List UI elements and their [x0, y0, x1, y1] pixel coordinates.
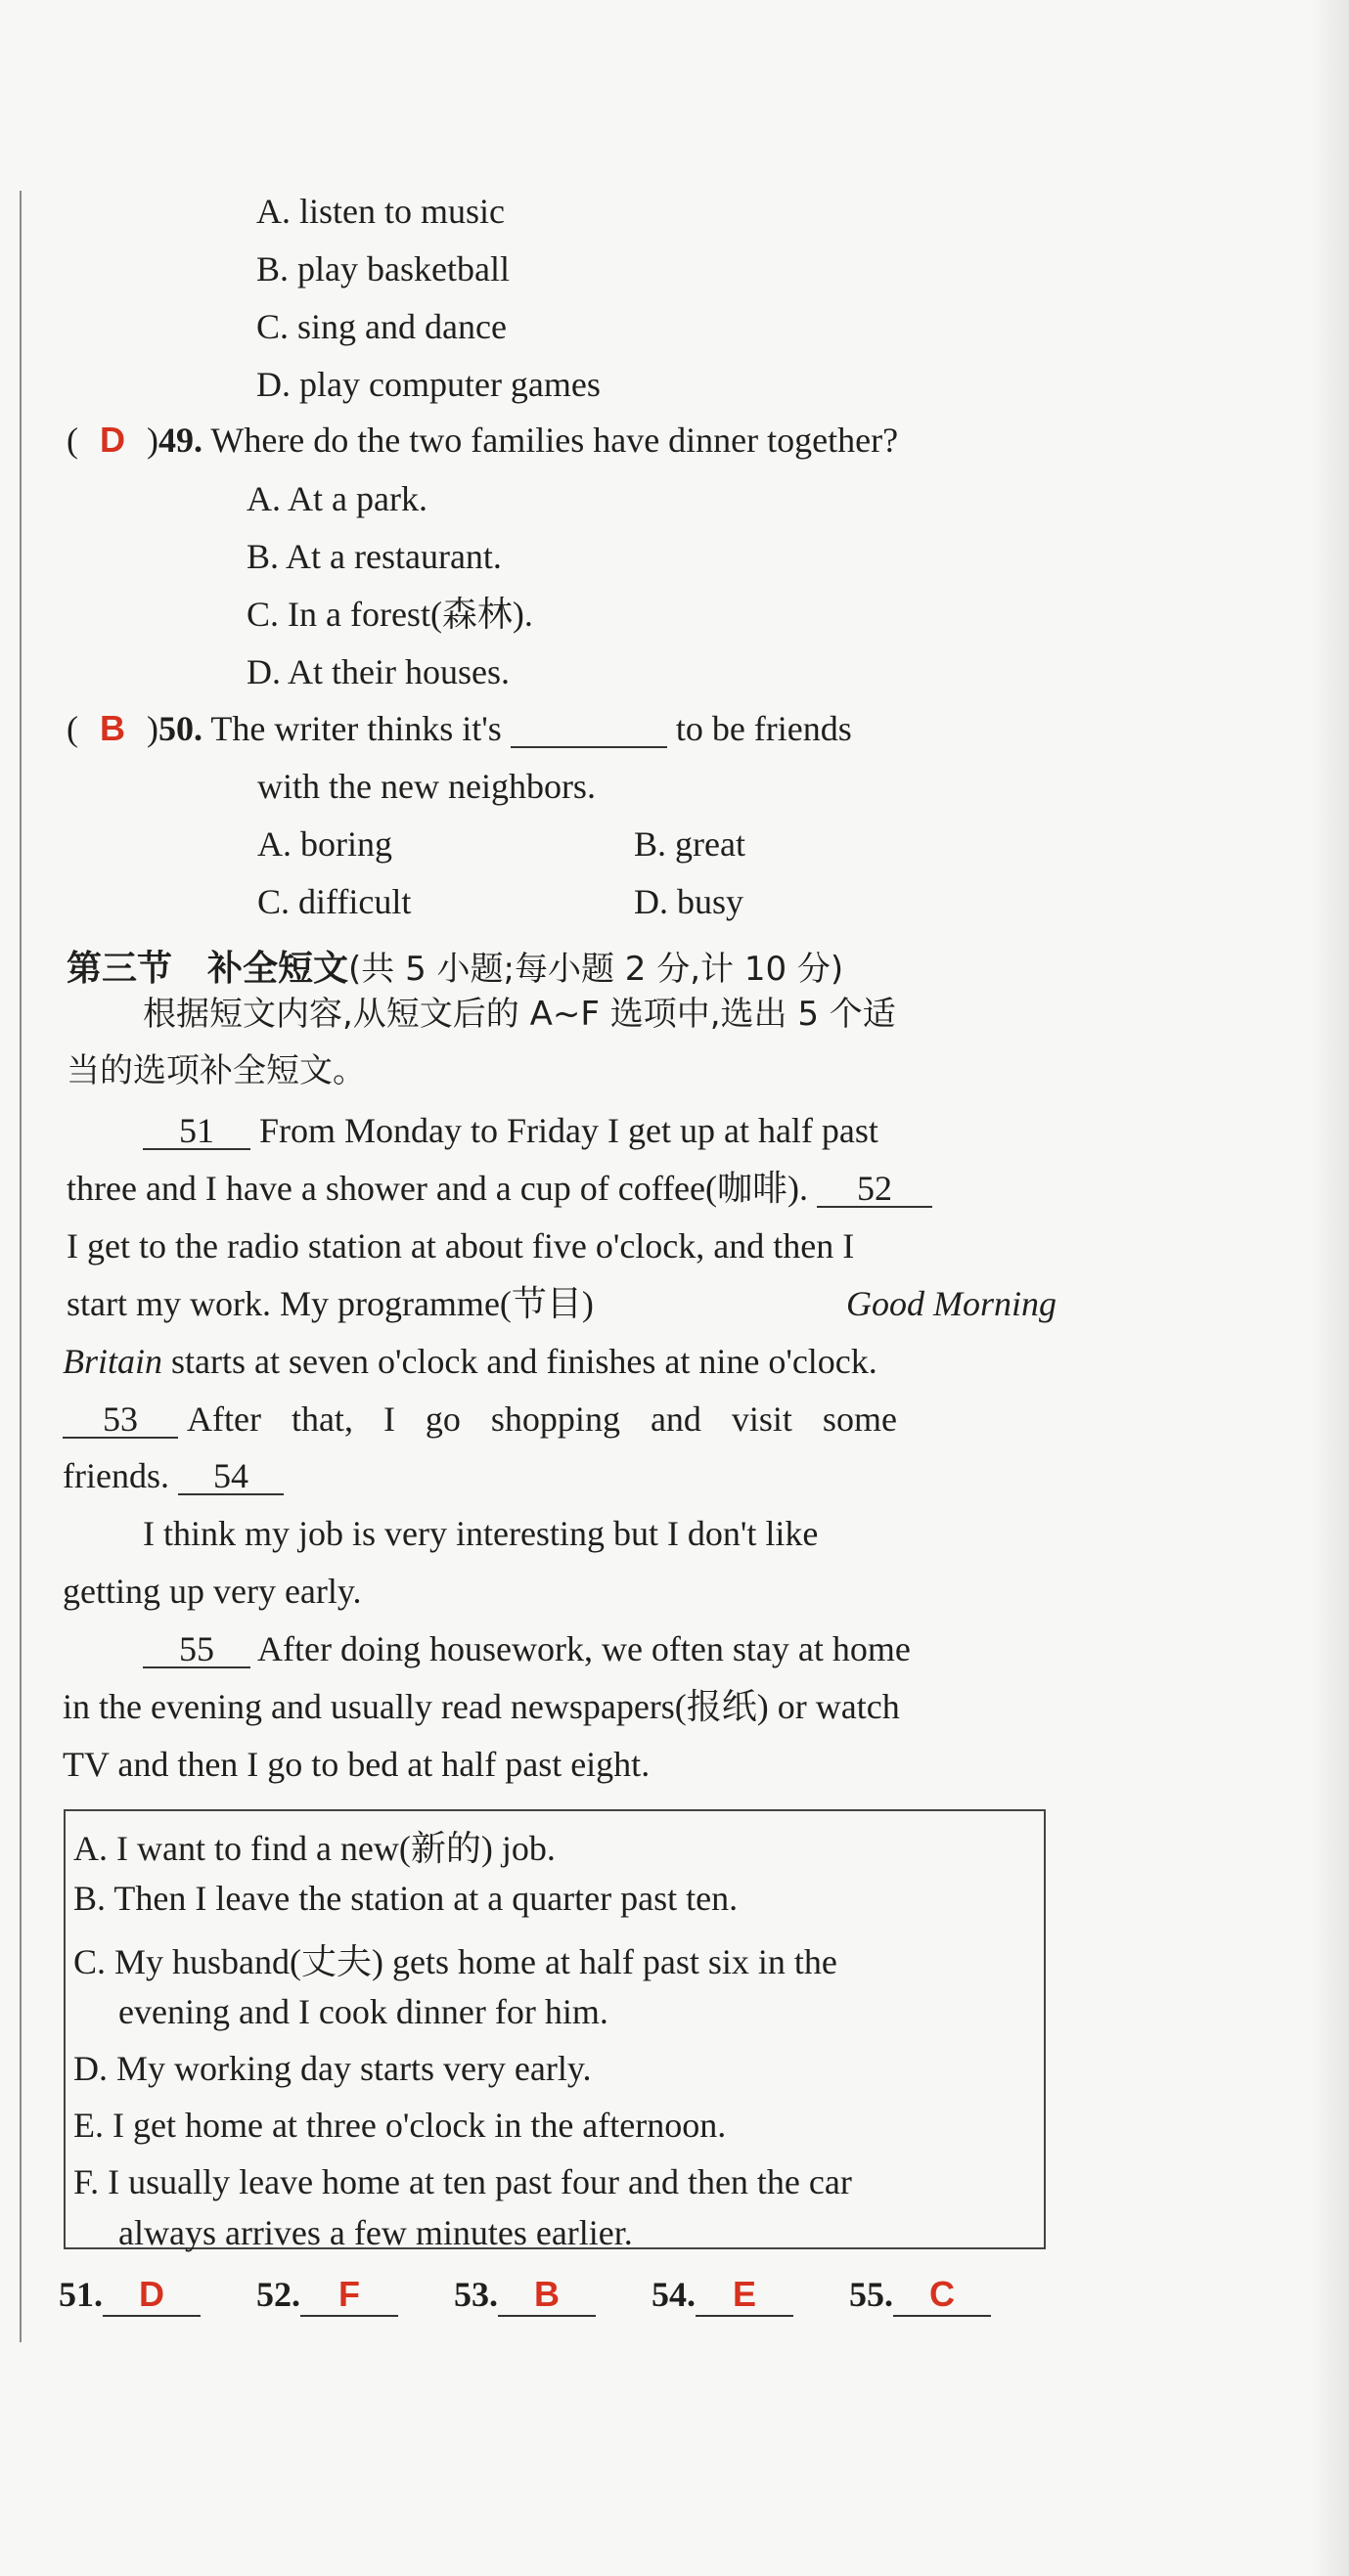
question-50: ( B )50. The writer thinks it's to be friends: [67, 708, 852, 748]
choice-c: C. My husband(丈夫) gets home at half past six in the: [73, 1942, 837, 1981]
passage-line-6: [63, 1401, 897, 1439]
passage-line-1: [143, 1113, 878, 1150]
passage-text: starts at seven o'clock and finishes at nine o'clock.: [171, 1342, 877, 1381]
question-number: 49.: [158, 421, 202, 460]
answer-52: 52. F: [256, 2274, 398, 2317]
instruction-line-2: 当的选项补全短文。: [67, 1051, 366, 1090]
question-number: 50.: [158, 709, 202, 748]
answer-50: B: [100, 708, 125, 748]
choice-f: F. I usually leave home at ten past four and then the car: [73, 2162, 852, 2201]
blank-53: 53: [63, 1401, 178, 1439]
answer-49: D: [100, 420, 125, 460]
q50-line2: with the new neighbors.: [257, 767, 596, 806]
passage-line-4: [67, 1286, 1057, 1321]
passage-text: After doing housework, we often stay at home: [257, 1629, 911, 1668]
blank-52: 52: [817, 1171, 932, 1208]
choice-d: D. My working day starts very early.: [73, 2049, 592, 2088]
blank-55: 55: [143, 1631, 250, 1668]
question-text-cont: to be friends: [675, 709, 852, 748]
choice-b: B. Then I leave the station at a quarter past ten.: [73, 1879, 739, 1918]
passage-line-9: getting up very early.: [63, 1572, 362, 1611]
passage-text: From Monday to Friday I get up at half past: [259, 1111, 878, 1150]
passage-line-12: TV and then I go to bed at half past eight.: [63, 1745, 651, 1784]
choices-box: [64, 1809, 1046, 2252]
margin-line: [20, 191, 22, 2342]
answer-55: 55. C: [849, 2274, 991, 2317]
blank-54: 54: [178, 1458, 284, 1495]
passage-line-5: [63, 1344, 877, 1379]
q50-option-b: B. great: [634, 824, 745, 864]
choice-a: A. I want to find a new(新的) job.: [73, 1829, 556, 1868]
q49-option-d: D. At their houses.: [247, 652, 510, 691]
programme-title: Britain: [63, 1342, 163, 1381]
answer-51: 51. D: [59, 2274, 201, 2317]
q50-option-d: D. busy: [634, 882, 744, 921]
passage-line-2: [67, 1171, 932, 1208]
question-text: The writer thinks it's: [210, 709, 502, 748]
answer-53: 53. B: [454, 2274, 596, 2317]
answer-blank: [511, 711, 667, 748]
passage-text: three and I have a shower and a cup of coffee(咖啡).: [67, 1169, 808, 1208]
q48-option-c: C. sing and dance: [256, 307, 507, 346]
q49-option-c: C. In a forest(森林).: [247, 595, 533, 634]
section-title: 第三节 补全短文: [67, 949, 349, 989]
passage-text: After that, I go shopping and visit some: [187, 1399, 897, 1439]
passage-line-8: I think my job is very interesting but I don't like: [143, 1514, 819, 1553]
question-49: ( D )49. Where do the two families have dinner together?: [67, 420, 899, 460]
passage-text: start my work. My programme(节目): [67, 1284, 594, 1323]
q48-option-b: B. play basketball: [256, 249, 510, 289]
passage-line-7: [63, 1458, 284, 1495]
question-text: Where do the two families have dinner together?: [210, 421, 899, 460]
passage-text: friends.: [63, 1456, 169, 1495]
page-edge-shadow: [1310, 0, 1349, 2576]
passage-line-3: I get to the radio station at about five o'clock, and then I: [67, 1226, 855, 1266]
section-heading: [67, 941, 843, 991]
q49-option-a: A. At a park.: [247, 479, 427, 518]
q50-option-c: C. difficult: [257, 882, 412, 921]
blank-51: 51: [143, 1113, 250, 1150]
programme-title: Good Morning: [846, 1284, 1057, 1323]
q48-option-d: D. play computer games: [256, 365, 601, 404]
instruction-line-1: 根据短文内容,从短文后的 A~F 选项中,选出 5 个适: [143, 995, 896, 1034]
choice-e: E. I get home at three o'clock in the afternoon.: [73, 2106, 727, 2145]
choice-f-cont: always arrives a few minutes earlier.: [118, 2213, 633, 2252]
section-note: (共 5 小题;每小题 2 分,计 10 分): [348, 950, 844, 989]
passage-line-10: [143, 1631, 911, 1668]
q48-option-a: A. listen to music: [256, 192, 505, 231]
choice-c-cont: evening and I cook dinner for him.: [118, 1992, 608, 2031]
passage-line-11: in the evening and usually read newspapers(报纸) or watch: [63, 1687, 900, 1726]
answer-54: 54. E: [652, 2274, 793, 2317]
q49-option-b: B. At a restaurant.: [247, 537, 502, 576]
q50-option-a: A. boring: [257, 824, 392, 864]
